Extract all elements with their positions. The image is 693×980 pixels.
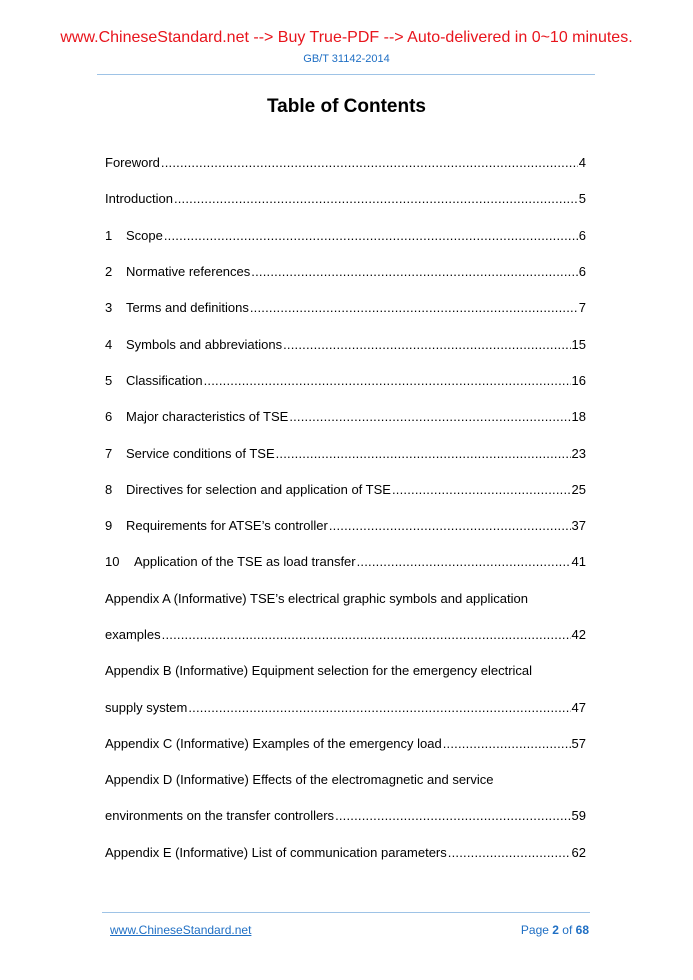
header-divider <box>97 74 595 75</box>
toc-entry-appendix-b-line1[interactable]: Appendix B (Informative) Equipment selection for the emergency electrical <box>105 663 533 678</box>
toc-page: 6 <box>578 228 586 243</box>
toc-number: 1 <box>105 228 113 243</box>
toc-page: 42 <box>571 627 586 642</box>
toc-page: 47 <box>571 700 586 715</box>
toc-number: 6 <box>105 409 113 424</box>
toc-page: 59 <box>571 808 586 823</box>
toc-leader <box>188 700 570 715</box>
toc-label: Classification <box>126 373 203 388</box>
toc-label: Major characteristics of TSE <box>126 409 289 424</box>
toc-entry-9[interactable] <box>105 518 586 533</box>
toc-label: Terms and definitions <box>126 300 249 315</box>
toc-label: Scope <box>126 228 163 243</box>
toc-leader <box>164 228 578 243</box>
toc-label: Application of the TSE as load transfer <box>134 554 356 569</box>
toc-leader <box>283 337 570 352</box>
toc-leader <box>276 446 571 461</box>
toc-entry-appendix-e[interactable] <box>105 845 586 860</box>
toc-page: 57 <box>571 736 586 751</box>
toc-label: Requirements for ATSE’s controller <box>126 518 328 533</box>
toc-entry-appendix-d-line1[interactable]: Appendix D (Informative) Effects of the electromagnetic and service <box>105 772 494 787</box>
toc-leader <box>174 191 578 206</box>
toc-leader <box>329 518 571 533</box>
toc-page: 16 <box>571 373 586 388</box>
toc-entry-10[interactable] <box>105 554 586 569</box>
page-title: Table of Contents <box>266 96 427 117</box>
header-banner[interactable]: www.ChineseStandard.net --> Buy True-PDF --> Auto-delivered in 0~10 minutes. <box>60 29 633 46</box>
toc-entry-2[interactable] <box>105 264 586 279</box>
toc-leader <box>335 808 570 823</box>
toc-leader <box>357 554 571 569</box>
toc-label: Directives for selection and application of TSE <box>126 482 391 497</box>
toc-number: 10 <box>105 554 120 569</box>
toc-number: 9 <box>105 518 113 533</box>
toc-entry-appendix-d[interactable] <box>105 808 586 823</box>
toc-entry-introduction[interactable] <box>105 191 586 206</box>
standard-id: GB/T 31142-2014 <box>303 53 390 65</box>
toc-leader <box>392 482 571 497</box>
toc-entry-4[interactable] <box>105 337 586 352</box>
toc-entry-appendix-b[interactable] <box>105 700 586 715</box>
footer-website-link[interactable]: www.ChineseStandard.net <box>110 923 252 937</box>
toc-page: 15 <box>571 337 586 352</box>
toc-leader <box>162 627 571 642</box>
toc-label: environments on the transfer controllers <box>105 808 335 823</box>
toc-entry-6[interactable] <box>105 409 586 424</box>
toc-label: Normative references <box>126 264 251 279</box>
toc-leader <box>250 300 578 315</box>
toc-leader <box>289 409 570 424</box>
page-current: 2 <box>552 923 559 937</box>
toc-page: 62 <box>571 845 586 860</box>
toc-entry-8[interactable] <box>105 482 586 497</box>
toc-label: supply system <box>105 700 188 715</box>
toc-entry-appendix-c[interactable] <box>105 736 586 751</box>
toc-entry-foreword[interactable] <box>105 155 586 170</box>
toc-page: 23 <box>571 446 586 461</box>
toc-number: 3 <box>105 300 113 315</box>
toc-page: 7 <box>578 300 586 315</box>
toc-page: 6 <box>578 264 586 279</box>
toc-page: 41 <box>571 554 586 569</box>
toc-number: 7 <box>105 446 113 461</box>
toc-entry-3[interactable] <box>105 300 586 315</box>
page-indicator <box>521 923 589 937</box>
toc-label: examples <box>105 627 161 642</box>
toc-number: 4 <box>105 337 113 352</box>
toc-entry-5[interactable] <box>105 373 586 388</box>
page-prefix: Page <box>520 923 553 937</box>
footer-divider <box>102 912 590 913</box>
toc-leader <box>161 155 578 170</box>
toc-number: 8 <box>105 482 113 497</box>
toc-page: 18 <box>571 409 586 424</box>
toc-label: Service conditions of TSE <box>126 446 275 461</box>
toc-label: Appendix C (Informative) Examples of the emergency load <box>105 736 442 751</box>
toc-page: 4 <box>578 155 586 170</box>
toc-page: 5 <box>578 191 586 206</box>
toc-entry-appendix-a-line1[interactable]: Appendix A (Informative) TSE’s electrical graphic symbols and application <box>105 591 528 606</box>
toc-leader <box>448 845 571 860</box>
toc-number: 2 <box>105 264 113 279</box>
toc-leader <box>443 736 571 751</box>
toc-page: 37 <box>571 518 586 533</box>
toc-entry-appendix-a[interactable] <box>105 627 586 642</box>
toc-label: Foreword <box>105 155 160 170</box>
toc-leader <box>204 373 571 388</box>
toc-number: 5 <box>105 373 113 388</box>
toc-entry-1[interactable] <box>105 228 586 243</box>
page-of: of <box>558 923 576 937</box>
toc-label: Appendix E (Informative) List of communication parameters <box>105 845 447 860</box>
toc-page: 25 <box>571 482 586 497</box>
page-total: 68 <box>575 923 589 937</box>
toc-leader <box>251 264 577 279</box>
toc-label: Symbols and abbreviations <box>126 337 283 352</box>
toc-label: Introduction <box>105 191 173 206</box>
toc-entry-7[interactable] <box>105 446 586 461</box>
